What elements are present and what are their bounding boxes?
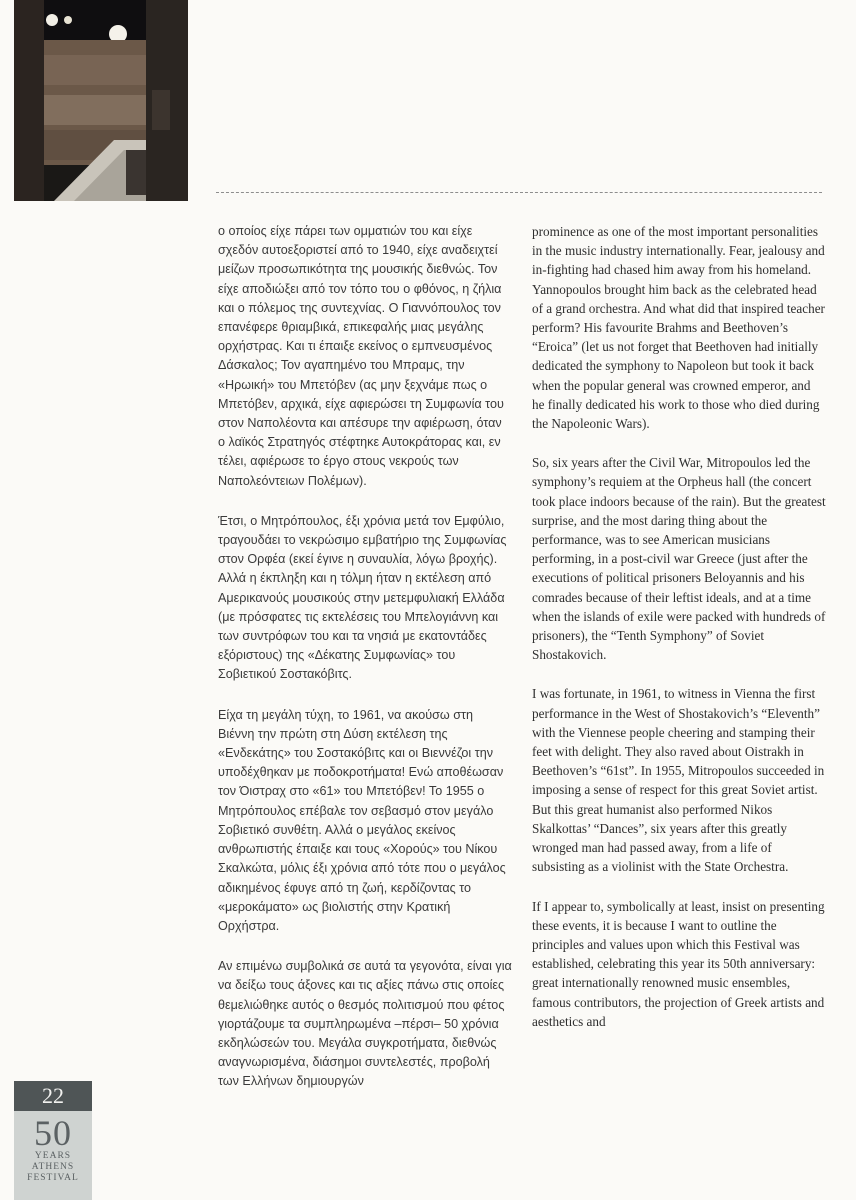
english-paragraph-4: If I appear to, symbolically at least, insist on presenting these events, it is because I want to outline the principles and values upon which this Festival was established, celebrating this year its 50th anniversary: great internationally renowned music ensembles, famous contributors, the projection of Greek artists and aesthetics and [532, 898, 825, 1029]
english-paragraph-1: prominence as one of the most important personalities in the music industry internationally. Fear, jealousy and in-fighting had chased him away from his homeland. Yannopoulos brought him back as the celebrated head of a grand orchestra. And what did that inspired teacher perform? His favourite Brahms and Beethoven’s “Eroica” (let us not forget that Beethoven had initially dedicated the symphony to Napoleon but took it back when the popular general was crowned emperor, and he finally dedicated his work to those who died during the Napoleonic Wars). [532, 224, 825, 432]
page-number: 22 [14, 1081, 92, 1111]
logo-line-years: YEARS [34, 1151, 72, 1161]
header-rule [216, 192, 822, 193]
greek-text-column [218, 222, 512, 1113]
theatre-audience-image [14, 0, 188, 201]
concert-photo [14, 0, 188, 201]
logo-line-athens: ATHENS [31, 1162, 75, 1172]
logo-number: 50 [34, 1113, 72, 1153]
festival-logo [14, 1111, 92, 1200]
english-text-column [532, 222, 826, 1051]
greek-paragraph-3: Είχα τη μεγάλη τύχη, το 1961, να ακούσω στη Βιέννη την πρώτη στη Δύση εκτέλεση της «Ενδεκάτης» του Σοστακόβιτς και οι Βιεννέζοι την υποδέχθηκαν με ποδοκροτήματα! Ενώ αποθέωσαν τον Όιστραχ στο «61» του Μπετόβεν! Το 1955 ο Μητρόπουλος επέβαλε τον σεβασμό στον μεγάλο Σοβιετικό συνθέτη. Αλλά ο μεγάλος εκείνος ανθρωπιστής έπαιξε και τους «Χορούς» του Νίκου Σκαλκώτα, μόλις έξι χρόνια από τότε που ο μεγάλος αδικημένος έφυγε από τη ζωή, κερδίζοντας το «μεροκάματο» ως βιολιστής στην Κρατική Ορχήστρα. [218, 707, 506, 933]
logo-line-festival: FESTIVAL [27, 1173, 79, 1183]
greek-paragraph-2: Έτσι, ο Μητρόπουλος, έξι χρόνια μετά τον Εμφύλιο, τραγουδάει το νεκρώσιμο εμβατήριο της Συμφωνίας στον Ορφέα (εκεί έγινε η συναυλία, λόγω βροχής). Αλλά η έκπληξη και η τόλμη ήταν η εκτέλεση από Αμερικανούς μουσικούς στην μετεμφυλιακή Ελλάδα (με πρόσφατες τις εκτελέσεις του Μπελογιάννη και των συντρόφων του και τα νησιά με εκατοντάδες εξόριστους) της «Δέκατης Συμφωνίας» του Σοβιετικού Σοστακόβιτς. [218, 513, 507, 682]
english-paragraph-3: I was fortunate, in 1961, to witness in Vienna the first performance in the West of Shostakovich’s “Eleventh” with the Viennese people cheering and stamping their feet with delight. They also raved about Oistrakh in Beethoven’s “61st”. In 1955, Mitropoulos succeeded in imposing a sense of respect for this great Soviet artist. But this great humanist also performed Nikos Skalkottas’ “Dances”, six years after this greatly wronged man had passed away, from a life of subsisting as a violinist with the State Orchestra. [532, 686, 825, 875]
greek-paragraph-1: ο οποίος είχε πάρει των ομματιών του και είχε σχεδόν αυτοεξοριστεί από το 1940, είχε αναδειχτεί μείζων προσωπικότητα της μουσικής διεθνώς. Τον είχε αποδιώξει από τον τόπο του ο φθόνος, η ζήλια και ο πόλεμος της συντεχνίας. Ο Γιαννόπουλος τον επανέφερε θριαμβικά, επικεφαλής μιας μεγάλης ορχήστρας. Και τι έπαιξε εκείνος ο εμπνευσμένος Δάσκαλος; Τον αγαπημένο του Μπραμς, την «Ηρωική» του Μπετόβεν (ας μην ξεχνάμε πως ο Μπετόβεν, αρχικά, είχε αφιερώσει τη Συμφωνία του στον Ναπολέοντα και απέσυρε την αφιέρωση, όταν ο λαϊκός Στρατηγός στέφτηκε Αυτοκράτορας και, εν τέλει, αφιέρωσε το έργο στους νεκρούς των Ναπολεόντειων Πολέμων). [218, 224, 504, 488]
english-paragraph-2: So, six years after the Civil War, Mitropoulos led the symphony’s requiem at the Orpheus hall (the concert took place indoors because of the rain). But the greatest surprise, and the most daring thing about the performance, was to see American musicians performing, in a post-civil war Greece (just after the executions of political prisoners Beloyannis and his comrades because of their leftist ideals, and at a time when the islands of exile were packed with hundreds of prisoners), the “Tenth Symphony” of Soviet Shostakovich. [532, 455, 826, 663]
greek-paragraph-4: Αν επιμένω συμβολικά σε αυτά τα γεγονότα, είναι για να δείξω τους άξονες και τις αξίες πάνω στις οποίες θεμελιώθηκε αυτός ο θεσμός πολιτισμού που φέτος γιορτάζουμε τα συμπληρωμένα –πέρσι– 50 χρόνια εκδηλώσεών του. Μεγάλα συγκροτήματα, διεθνώς αναγνωρισμένα, διάσημοι συντελεστές, προβολή των Ελλήνων δημιουργών [218, 959, 512, 1089]
page-folio [14, 1081, 92, 1200]
